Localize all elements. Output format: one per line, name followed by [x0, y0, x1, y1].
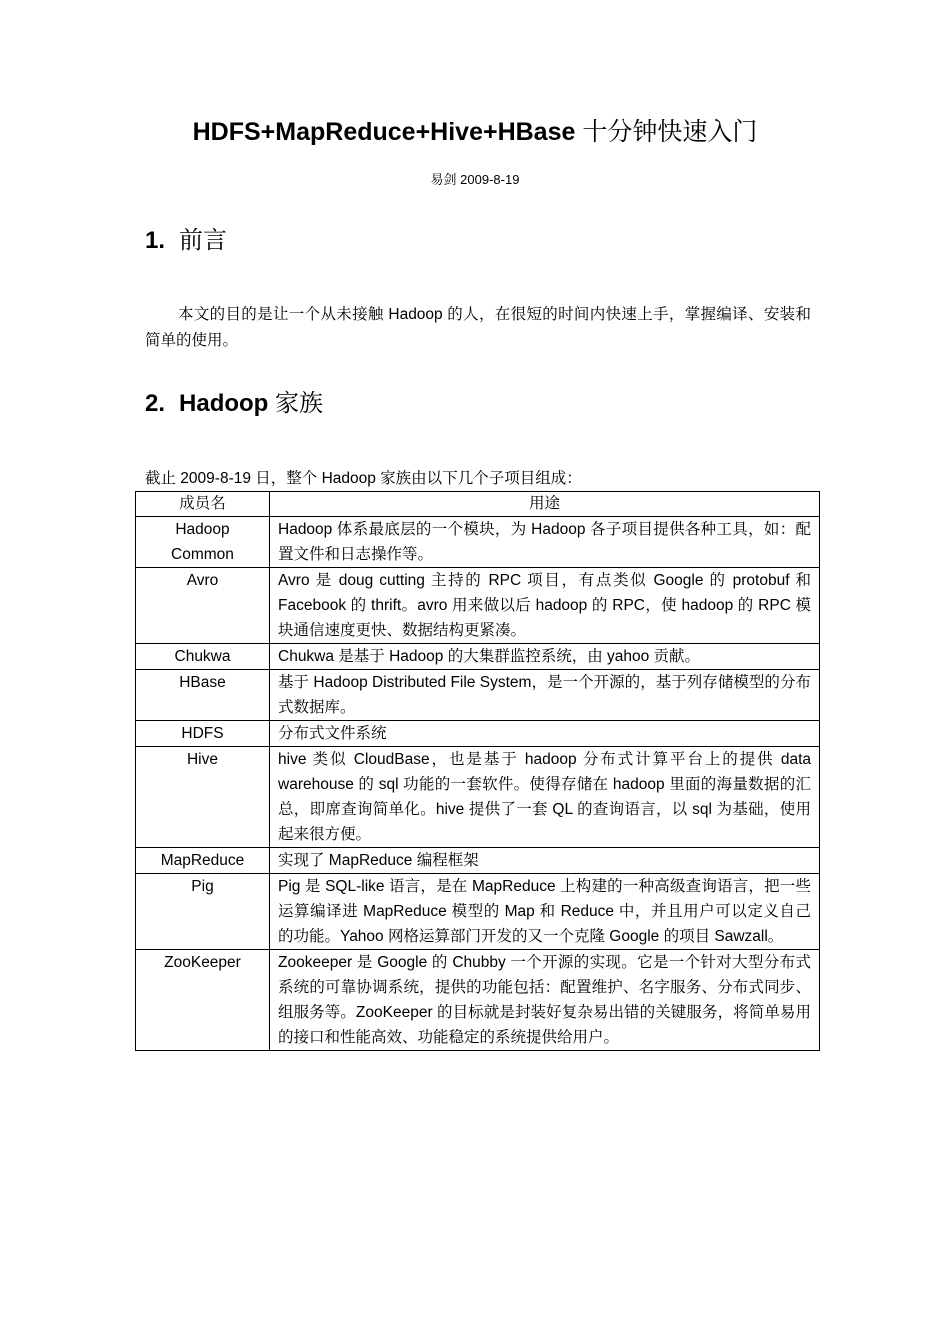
- member-desc: Hadoop 体系最底层的一个模块，为 Hadoop 各子项目提供各种工具，如：配置文件和日志操作等。: [270, 517, 820, 568]
- member-desc: 分布式文件系统: [270, 721, 820, 747]
- member-name: Avro: [136, 568, 270, 644]
- section-number: 2.: [145, 390, 166, 417]
- table-caption: 截止 2009-8-19 日，整个 Hadoop 家族由以下几个子项目组成：: [145, 470, 582, 487]
- document-title-en: HDFS+MapReduce+Hive+HBase: [192, 118, 576, 146]
- column-header-purpose: 用途: [270, 492, 820, 517]
- member-name: Chukwa: [136, 644, 270, 670]
- hadoop-members-table: [135, 491, 820, 1051]
- table-row: [136, 950, 820, 1051]
- member-name: HBase: [136, 670, 270, 721]
- table-row: [136, 721, 820, 747]
- document-title-cn: 十分钟快速入门: [582, 117, 758, 146]
- author-line: 易剑 2009-8-19: [430, 172, 520, 187]
- member-name: MapReduce: [136, 848, 270, 874]
- document-title: [0, 114, 950, 150]
- section-heading-preface: [145, 223, 227, 258]
- column-header-name: 成员名: [136, 492, 270, 517]
- member-desc: 实现了 MapReduce 编程框架: [270, 848, 820, 874]
- preface-paragraph: 本文的目的是让一个从未接触 Hadoop 的人，在很短的时间内快速上手，掌握编译、安装和简单的使用。: [145, 306, 811, 349]
- member-name: ZooKeeper: [136, 950, 270, 1051]
- member-desc: 基于 Hadoop Distributed File System，是一个开源的，基于列存储模型的分布式数据库。: [270, 670, 820, 721]
- table-row: [136, 848, 820, 874]
- table-row: [136, 747, 820, 848]
- member-desc: Chukwa 是基于 Hadoop 的大集群监控系统，由 yahoo 贡献。: [270, 644, 820, 670]
- member-desc: hive 类似 CloudBase，也是基于 hadoop 分布式计算平台上的提供 data warehouse 的 sql 功能的一套软件。使得存储在 hadoop 里面的海量数据的汇总，即席查询简单化。hive 提供了一套 QL 的查询语言，以 sql 为基础，使用起来很方便。: [270, 747, 820, 848]
- table-row: [136, 670, 820, 721]
- section-number: 1.: [145, 227, 166, 254]
- table-row: [136, 517, 820, 568]
- table-row: [136, 644, 820, 670]
- member-name: HDFS: [136, 721, 270, 747]
- section-title-en: Hadoop: [179, 390, 269, 417]
- member-desc: Zookeeper 是 Google 的 Chubby 一个开源的实现。它是一个针对大型分布式系统的可靠协调系统，提供的功能包括：配置维护、名字服务、分布式同步、组服务等。ZooKeeper 的目标就是封装好复杂易出错的关键服务，将简单易用的接口和性能高效、功能稳定的系统提供给用户。: [270, 950, 820, 1051]
- member-name: Hive: [136, 747, 270, 848]
- member-name-cell: [136, 517, 270, 568]
- table-row: [136, 568, 820, 644]
- member-name: Pig: [136, 874, 270, 950]
- table-header-row: [136, 492, 820, 517]
- section-title: 前言: [179, 226, 228, 254]
- section-heading-hadoop-family: [145, 386, 323, 421]
- member-desc: Avro 是 doug cutting 主持的 RPC 项目，有点类似 Google 的 protobuf 和 Facebook 的 thrift。avro 用来做以后 hadoop 的 RPC，使 hadoop 的 RPC 模块通信速度更快、数据结构更紧凑。: [270, 568, 820, 644]
- member-name: Hadoop Common: [171, 521, 234, 563]
- table-row: [136, 874, 820, 950]
- member-desc: Pig 是 SQL-like 语言，是在 MapReduce 上构建的一种高级查询语言，把一些运算编译进 MapReduce 模型的 Map 和 Reduce 中，并且用户可以定义自己的功能。Yahoo 网格运算部门开发的又一个克隆 Google 的项目 Sawzall。: [270, 874, 820, 950]
- section-title-cn: 家族: [275, 389, 324, 417]
